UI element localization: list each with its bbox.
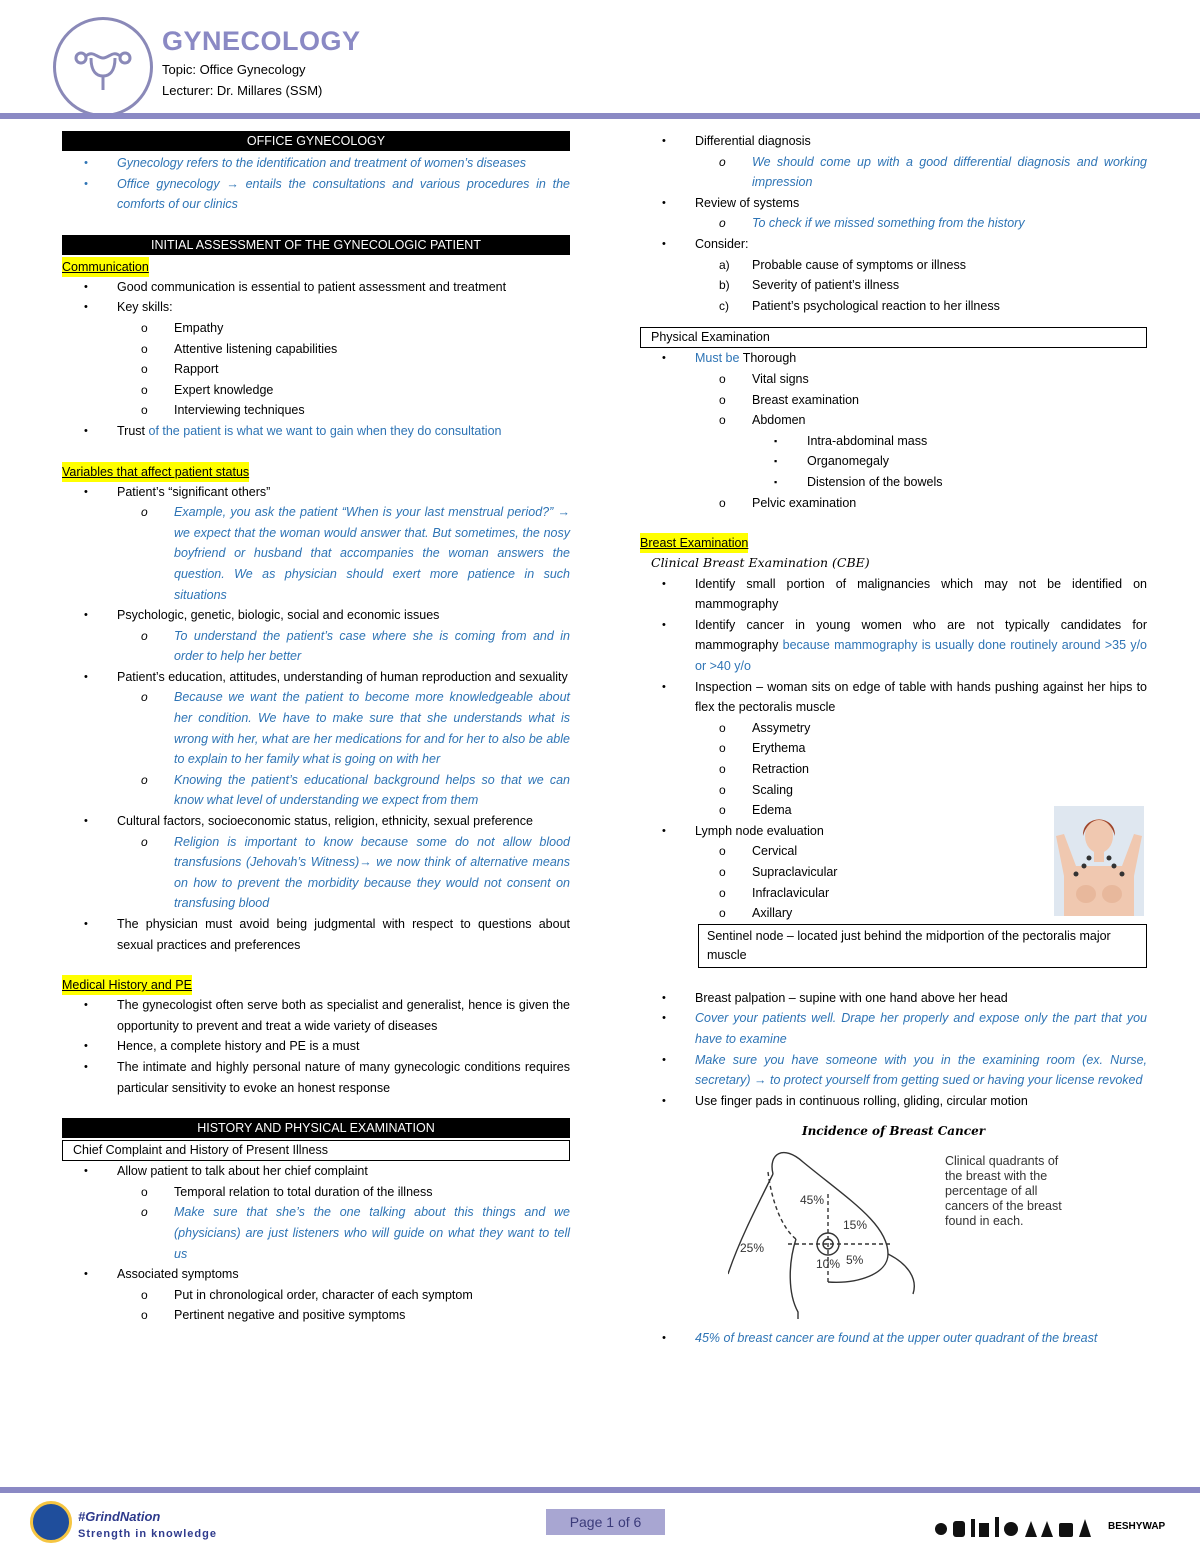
list-item: o To understand the patient’s case where she is coming from and in order to help her better — [141, 628, 570, 664]
right-column — [640, 131, 1147, 1349]
header-divider — [0, 113, 1200, 119]
page-indicator: Page 1 of 6 — [546, 1509, 665, 1535]
breast-quadrant-figure — [640, 1142, 1147, 1322]
label-lower-outer: 25% — [740, 1240, 765, 1255]
list-item: o Because we want the patient to become more knowledgeable about her condition. We have to make sure that she understands what is wrong with her, what are her medications for and for her to also be able to explain to her family what is going on with her — [141, 690, 570, 767]
list-item: • Cultural factors, socioeconomic status, religion, ethnicity, sexual preference — [84, 814, 533, 829]
list-item: o Erythema — [719, 741, 806, 756]
list-item: • Patient’s education, attitudes, understanding of human reproduction and sexuality — [84, 669, 568, 684]
list-item: o Retraction — [719, 762, 809, 777]
list-item: • Make sure you have someone with you in the examining room (ex. Nurse, secretary) → to protect yourself from getting sued or having your license revoked — [662, 1052, 1147, 1088]
label-central: 10% — [816, 1256, 841, 1271]
list-item: o Empathy — [141, 320, 224, 335]
grindnation-logo — [30, 1501, 72, 1543]
footer-tagline: Strength in knowledge — [78, 1528, 217, 1540]
heading-variables: Variables that affect patient status — [62, 462, 249, 482]
list-item: • Good communication is essential to patient assessment and treatment — [84, 279, 507, 294]
list-item: o Attentive listening capabilities — [141, 341, 338, 356]
list-item: o Pelvic examination — [719, 495, 857, 510]
list-item: • Hence, a complete history and PE is a must — [84, 1039, 360, 1054]
list-item: o Expert knowledge — [141, 382, 274, 397]
list-item: a) Probable cause of symptoms or illness — [719, 257, 966, 272]
footer-divider — [0, 1487, 1200, 1493]
label-upper-inner: 15% — [843, 1217, 868, 1232]
list-item: o Edema — [719, 803, 792, 818]
heading-breast-examination: Breast Examination — [640, 533, 748, 553]
figure-caption: Clinical quadrants of the breast with the percentage of all cancers of the breast found in each. — [945, 1153, 1062, 1228]
figure-title: Incidence of Breast Cancer — [801, 1124, 986, 1139]
lymph-node-illustration — [1054, 806, 1144, 916]
list-item: o Cervical — [719, 844, 798, 859]
list-item: • Must be Thorough — [662, 351, 797, 366]
label-upper-outer: 45% — [800, 1192, 825, 1207]
section-initial-assessment: INITIAL ASSESSMENT OF THE GYNECOLOGIC PATIENT — [62, 235, 570, 255]
brand-icons — [933, 1515, 1103, 1544]
list-item: o We should come up with a good differential diagnosis and working impression — [719, 154, 1147, 190]
heading-medical-history: Medical History and PE — [62, 975, 192, 995]
brand-glyph-icon — [933, 1515, 1103, 1539]
list-item: o Vital signs — [719, 371, 809, 386]
list-item: • The physician must avoid being judgmental with respect to questions about sexual practices and preferences — [84, 917, 570, 952]
list-item: o Rapport — [141, 362, 219, 377]
list-item: o Abdomen — [719, 413, 806, 428]
list-item: • 45% of breast cancer are found at the upper outer quadrant of the breast — [662, 1330, 1098, 1345]
list-item: • Associated symptoms — [84, 1267, 239, 1282]
list-item: o Axillary — [719, 906, 793, 921]
uterus-icon — [73, 40, 133, 95]
label-lower-inner: 5% — [846, 1252, 864, 1267]
list-item: o Interviewing techniques — [141, 403, 305, 418]
list-item: • Inspection – woman sits on edge of table with hands pushing against her hips to flex the pectoralis muscle — [662, 679, 1147, 715]
sentinel-node-note: Sentinel node – located just behind the midportion of the pectoralis major muscle — [698, 924, 1147, 968]
section-office-gynecology: OFFICE GYNECOLOGY — [62, 131, 570, 151]
list-item: • Use finger pads in continuous rolling, gliding, circular motion — [662, 1093, 1028, 1108]
list-item: o Supraclavicular — [719, 865, 838, 879]
uterus-logo — [53, 17, 153, 117]
list-item: ▪ Distension of the bowels — [774, 474, 943, 489]
list-item: • Breast palpation – supine with one hand above her head — [662, 990, 1008, 1005]
list-item: o Scaling — [719, 782, 793, 797]
list-item: o Example, you ask the patient “When is your last menstrual period?” → we expect that the woman would answer that. But sometimes, the nosy boyfriend or husband that accompanies the woman answers the question. We as physician should exert more patience in such situations — [141, 505, 570, 602]
list-item: • Identify cancer in young women who are not typically candidates for mammography because mammography is usually done routinely around >35 y/o or >40 y/o — [662, 617, 1147, 674]
list-item: ▪ Intra-abdominal mass — [774, 433, 928, 448]
list-item: • Lymph node evaluation — [662, 823, 824, 838]
list-item: o Temporal relation to total duration of the illness — [141, 1184, 433, 1199]
list-item: ▪ Organomegaly — [774, 454, 889, 469]
lecturer-line: Lecturer: Dr. Millares (SSM) — [162, 83, 323, 98]
list-item: • Patient’s “significant others” — [84, 484, 271, 499]
list-item: • Cover your patients well. Drape her properly and expose only the part that you have to examine — [662, 1011, 1147, 1046]
list-item: o Put in chronological order, character of each symptom — [141, 1287, 473, 1302]
list-item: • The intimate and highly personal nature of many gynecologic conditions requires particular sensitivity to evoke an honest response — [84, 1059, 570, 1095]
brand-name: BESHYWAP — [1108, 1521, 1166, 1532]
list-item: c) Patient’s psychological reaction to her illness — [719, 298, 1000, 313]
list-item: • Psychologic, genetic, biologic, social and economic issues — [84, 608, 440, 623]
list-item: • Key skills: — [84, 300, 173, 315]
list-item: o Make sure that she’s the one talking about this things and we (physicians) are just listeners who will guide on what they want to tell us — [141, 1205, 570, 1261]
heading-physical-examination: Physical Examination — [640, 327, 1147, 348]
list-item: • Review of systems — [662, 195, 800, 210]
footer-hashtag: #GrindNation — [78, 1509, 161, 1524]
heading-communication: Communication — [62, 257, 149, 277]
list-item: o Knowing the patient’s educational background helps so that we can know what level of understanding we expect from them — [141, 772, 570, 808]
list-item: o To check if we missed something from the history — [719, 216, 1025, 231]
list-item: • Differential diagnosis — [662, 134, 811, 148]
heading-cbe: Clinical Breast Examination (CBE) — [651, 555, 870, 571]
list-item: o Breast examination — [719, 392, 860, 407]
list-item: o Religion is important to know because some do not allow blood transfusions (Jehovah’s Witness)→ we now think of alternative means on how to prevent the morbidity because they would not consent on transfusing blood — [141, 834, 570, 911]
list-item: • Office gynecology → entails the consultations and various procedures in the comforts of our clinics — [84, 176, 570, 212]
heading-chief-complaint: Chief Complaint and History of Present Illness — [62, 1140, 570, 1161]
list-item: o Infraclavicular — [719, 885, 830, 900]
section-history-pe: HISTORY AND PHYSICAL EXAMINATION — [62, 1118, 570, 1138]
list-item: b) Severity of patient’s illness — [719, 278, 900, 293]
list-item: • Gynecology refers to the identification and treatment of women’s diseases — [84, 156, 527, 170]
document-title: GYNECOLOGY — [162, 26, 361, 56]
topic-line: Topic: Office Gynecology — [162, 62, 306, 77]
breast-diagram — [728, 1144, 928, 1319]
list-item: • Allow patient to talk about her chief complaint — [84, 1164, 368, 1179]
list-item: • The gynecologist often serve both as specialist and generalist, hence is given the opportunity to prevent and treat a wide variety of diseases — [84, 998, 570, 1033]
list-item: • Trust of the patient is what we want to gain when they do consultation — [84, 423, 502, 438]
list-item: o Pertinent negative and positive symptoms — [141, 1308, 406, 1323]
left-column — [62, 131, 570, 1326]
list-item: • Identify small portion of malignancies which may not be identified on mammography — [662, 576, 1147, 612]
list-item: • Consider: — [662, 236, 749, 251]
list-item: o Assymetry — [719, 720, 811, 735]
